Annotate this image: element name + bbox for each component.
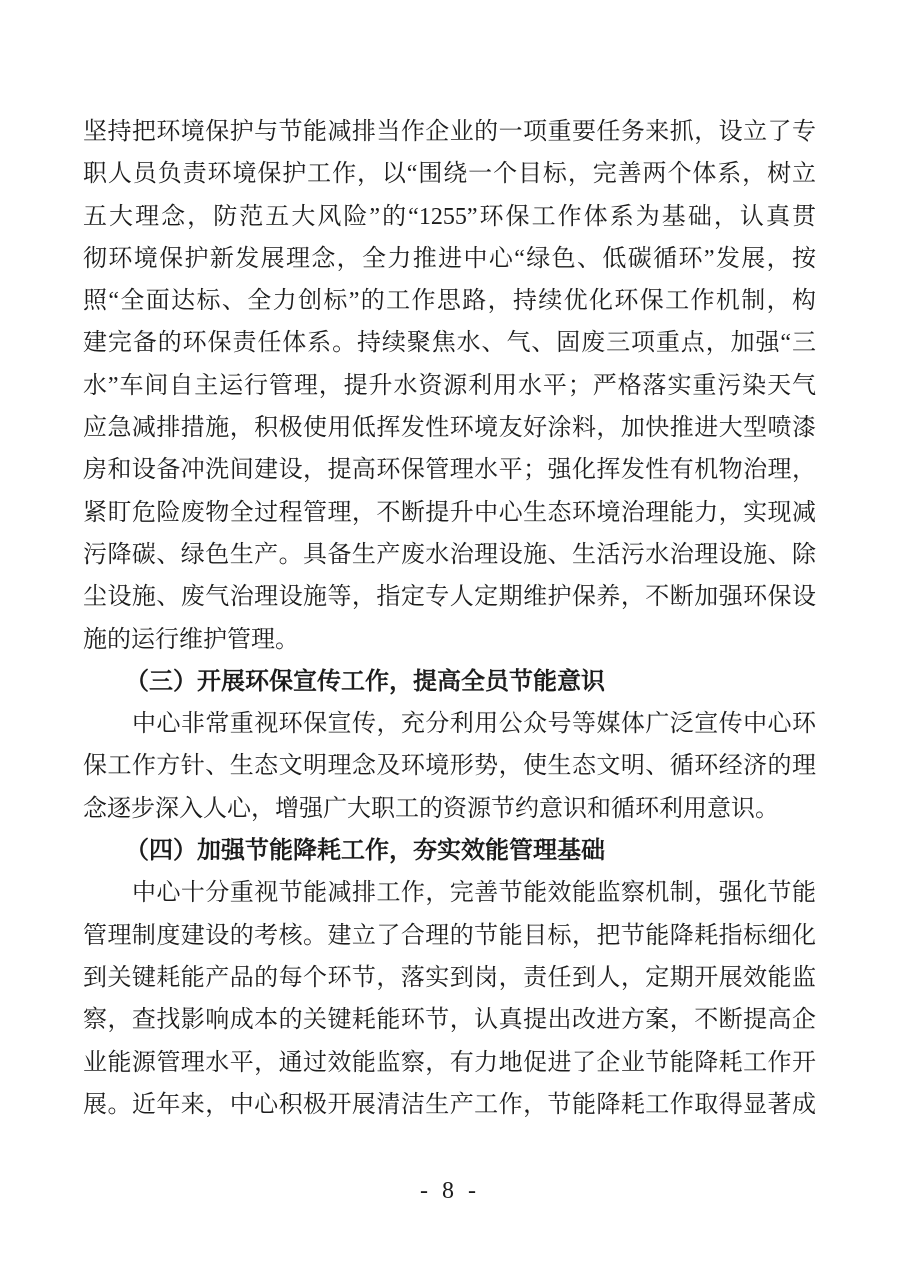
text-line: 建完备的环保责任体系。持续聚焦水、气、固废三项重点，加强“三 — [83, 330, 816, 357]
text-line: 照“全面达标、全力创标”的工作思路，持续优化环保工作机制，构 — [83, 288, 816, 315]
text-line: 房和设备冲洗间建设，提高环保管理水平；强化挥发性有机物治理， — [83, 457, 816, 484]
text-line: 水”车间自主运行管理，提升水资源利用水平；严格落实重污染天气 — [83, 372, 816, 399]
text-line: 职人员负责环境保护工作，以“围绕一个目标，完善两个体系，树立 — [83, 161, 816, 188]
text-line: 应急减排措施，积极使用低挥发性环境友好涂料，加快推进大型喷漆 — [83, 415, 816, 442]
text-line: 坚持把环境保护与节能减排当作企业的一项重要任务来抓，设立了专 — [83, 119, 816, 145]
section-heading-3: （三）开展环保宣传工作，提高全员节能意识 — [125, 668, 605, 695]
body-text-block — [83, 111, 816, 1126]
text-line: 业能源管理水平，通过效能监察，有力地促进了企业节能降耗工作开 — [83, 1049, 816, 1076]
paragraph-first-line: 中心十分重视节能减排工作，完善节能效能监察机制，强化节能 — [132, 880, 816, 907]
text-line: 察，查找影响成本的关键耗能环节，认真提出改进方案，不断提高企 — [83, 1007, 816, 1034]
paragraph-end-line: 施的运行维护管理。 — [83, 626, 299, 653]
paragraph-end-line: 念逐步深入人心，增强广大职工的资源节约意识和循环利用意识。 — [83, 795, 779, 822]
text-line: 展。近年来，中心积极开展清洁生产工作，节能降耗工作取得显著成 — [83, 1091, 816, 1118]
section-heading-4: （四）加强节能降耗工作，夯实效能管理基础 — [125, 838, 605, 865]
text-line: 尘设施、废气治理设施等，指定专人定期维护保养，不断加强环保设 — [83, 584, 816, 611]
text-line: 彻环境保护新发展理念，全力推进中心“绿色、低碳循环”发展，按 — [83, 245, 816, 272]
text-line: 五大理念，防范五大风险”的“1255”环保工作体系为基础，认真贯 — [83, 203, 816, 230]
text-line: 污降碳、绿色生产。具备生产废水治理设施、生活污水治理设施、除 — [83, 541, 816, 568]
paragraph-first-line: 中心非常重视环保宣传，充分利用公众号等媒体广泛宣传中心环 — [132, 711, 816, 738]
text-line: 紧盯危险废物全过程管理，不断提升中心生态环境治理能力，实现减 — [83, 499, 816, 526]
page-number: - 8 - — [420, 1178, 480, 1204]
text-line: 到关键耗能产品的每个环节，落实到岗，责任到人，定期开展效能监 — [83, 964, 816, 991]
text-line: 管理制度建设的考核。建立了合理的节能目标，把节能降耗指标细化 — [83, 922, 816, 949]
text-line: 保工作方针、生态文明理念及环境形势，使生态文明、循环经济的理 — [83, 753, 816, 780]
